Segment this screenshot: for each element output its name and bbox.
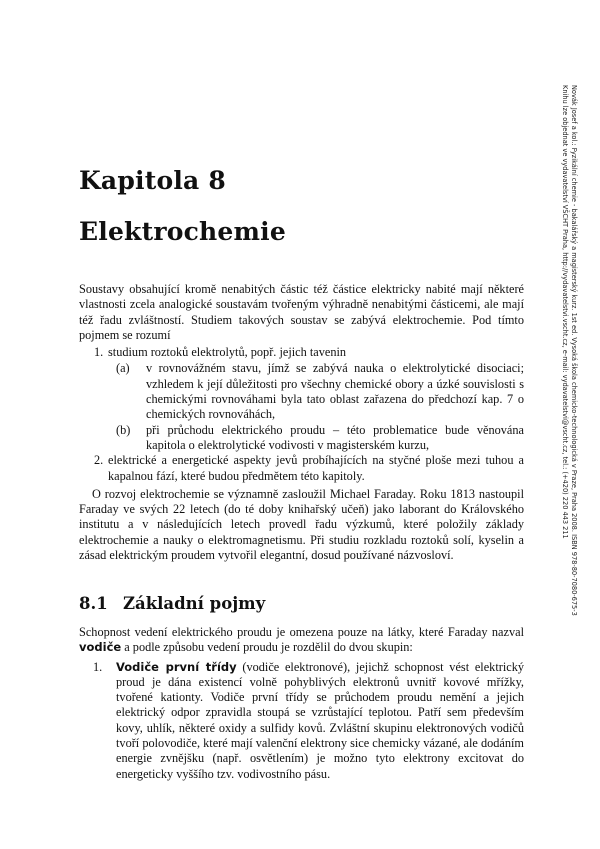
sub-list-letter: (b)	[116, 422, 131, 437]
side-note-order-info: Knihu lze objednat ve vydavatelství VŠCHT Praha, http://vydavatelstvi.vscht.cz, e-mail: vydavatelstvi@vscht.cz, tel.: (+420) 220 443 211	[561, 85, 569, 539]
sub-list-item	[108, 361, 524, 422]
list-item	[79, 345, 524, 453]
list-number: 1.	[94, 345, 104, 360]
section-body	[79, 625, 524, 782]
chapter-body	[79, 282, 524, 563]
term-vodice: vodiče	[79, 640, 122, 655]
list-item-text: (vodiče elektronové), jejichž schopnost vést elektrický proud je dána existencí volně pohyblivých elektronů uvnitř kovové mřížky, tvořené kationty. Vodiče první třídy se průchodem proudu nemění a jejich elektrický odpor zpravidla stoupá se vzrůstající teplotou. Patří sem především kovy, uhlík, některé oxidy a sulfidy kovů. Zvláštní skupinu elektronových vodičů tvoří polovodiče, které mají valenční elektrony sice chemicky vázané, ale dodáním energie zvnějšku (např. osvětlením) je možno tyto elektrony excitovat do energeticky vyššího tzv. vodivostního pásu.	[116, 659, 525, 781]
list-number: 1.	[93, 659, 103, 674]
section-heading	[79, 594, 265, 613]
section-intro-before: Schopnost vedení elektrického proudu je omezena pouze na látky, které Faraday nazval	[79, 625, 524, 639]
section-intro-paragraph	[79, 625, 524, 656]
section-number: 8.1	[79, 594, 108, 613]
list-item	[79, 453, 524, 484]
list-item	[79, 660, 524, 782]
sub-list-text: při průchodu elektrického proudu – této problematice bude věnována kapitola o elektrolytické vodivosti v magisterském kurzu,	[146, 422, 524, 452]
list-item-text: studium roztoků elektrolytů, popř. jejich tavenin	[108, 345, 347, 360]
sub-list-text: v rovnovážném stavu, jímž se zabývá nauka o elektrolytické disociaci; vzhledem k její důležitosti pro všechny chemické obory a úzké souvislosti s chemickými rovnováhami byla tato oblast zařazena do předchozí kap. 7 o chemických rovnováhách,	[146, 361, 524, 422]
copyright-side-note	[560, 85, 578, 616]
chapter-title: Elektrochemie	[79, 217, 286, 246]
intro-paragraph: Soustavy obsahující kromě nenabitých částic též částice elektricky nabité mají některé vlastnosti zcela analogické soustavám tvořeným výhradně nenabitými částicemi, ale mají též řadu zvláštností. Studiem takových soustav se zabývá elektrochemie. Pod tímto pojmem se rozumí	[79, 282, 524, 342]
conductor-list	[79, 660, 524, 782]
section-title: Základní pojmy	[123, 594, 266, 613]
list-item-text: elektrické a energetické aspekty jevů probíhajících na styčné ploše mezi tuhou a kapalnou fází, které budou předmětem této kapitoly.	[108, 453, 524, 483]
term-first-class-conductors: Vodiče první třídy	[116, 659, 237, 674]
definition-list	[79, 345, 524, 484]
side-note-citation: Novák Josef a kol.: Fyzikální chemie - bakalářský a magisterský kurz. 1st ed. Vysoká škola chemicko-technologická v Praze, Praha 2008. ISBN 978-80-7080-675-3	[570, 85, 578, 616]
sub-list-item	[108, 423, 524, 454]
sub-list-letter: (a)	[116, 361, 130, 376]
chapter-label: Kapitola 8	[79, 166, 226, 195]
sub-list	[108, 361, 524, 453]
section-intro-after: a podle způsobu vedení proudu je rozdělil do dvou skupin:	[124, 640, 413, 655]
list-number: 2.	[94, 453, 104, 468]
faraday-paragraph: O rozvoj elektrochemie se významně zasloužil Michael Faraday. Roku 1813 nastoupil Faraday ve svých 22 letech (do té doby knihařský učeň) jako laborant do Královského institutu a v následujících letech provedl řadu výzkumů, které položily základy elektrochemie a nauky o elektromagnetismu. Při studiu rozkladu roztoků solí, kyselin a zásad elektrickým proudem vytvořil elegantní, dosud používané názvosloví.	[79, 486, 524, 563]
